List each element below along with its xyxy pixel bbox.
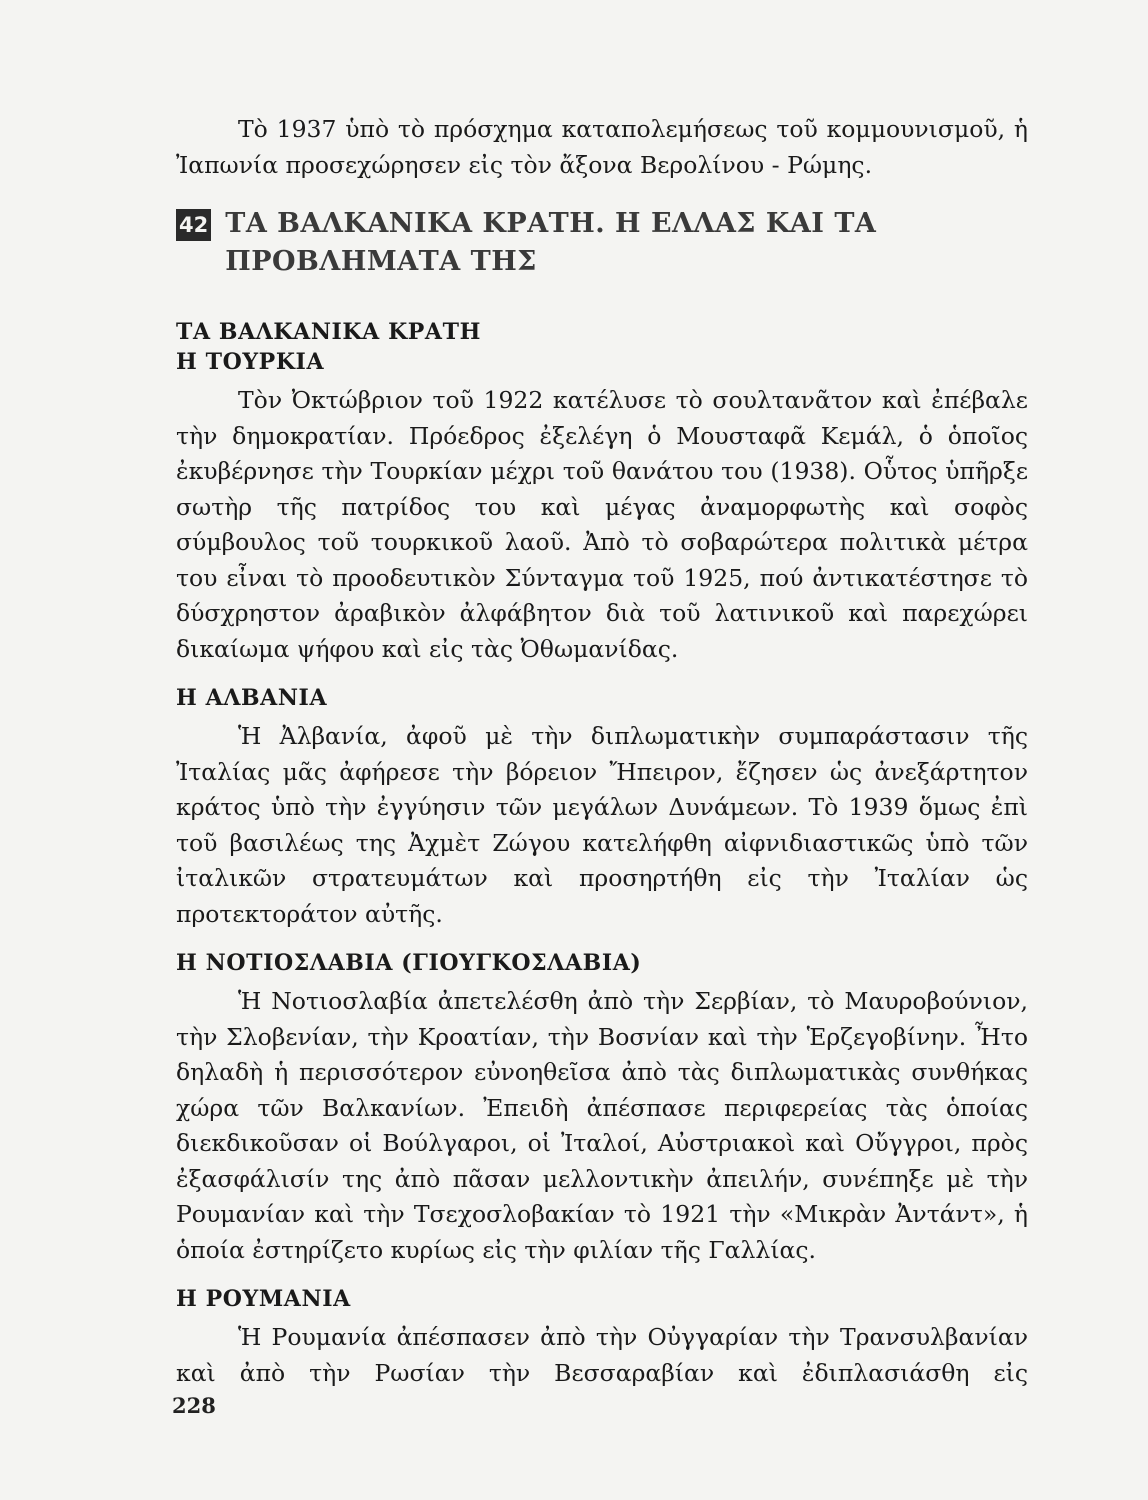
paragraph-turkey: Τὸν Ὀκτώβριον τοῦ 1922 κατέλυσε τὸ σουλτανᾶτον καὶ ἐπέβαλε τὴν δημοκρατίαν. Πρόεδρος ἐξελέγη ὁ Μουσταφᾶ Κεμάλ, ὁ ὁποῖος ἐκυβέρνησε τὴν Τουρκίαν μέχρι τοῦ θανάτου του (1938). Οὗτος ὑπῆρξε σωτὴρ τῆς πατρίδος του καὶ μέγας ἀναμορφωτὴς καὶ σοφὸς σύμβουλος τοῦ τουρκικοῦ λαοῦ. Ἀπὸ τὸ σοβαρώτερα πολιτικὰ μέτρα του εἶναι τὸ προοδευτικὸν Σύνταγμα τοῦ 1925, πού ἀντικατέστησε τὸ δύσχρηστον ἀραβικὸν ἀλφάβητον διὰ τοῦ λατινικοῦ καὶ παρεχώρει δικαίωμα ψήφου καὶ εἰς τὰς Ὀθωμανίδας. (176, 386, 1028, 663)
chapter-heading (176, 205, 1028, 281)
section-turkey (176, 317, 1028, 667)
section-heading-romania: Η ΡΟΥΜΑΝΙΑ (176, 1286, 351, 1312)
section-heading-yugoslavia: Η ΝΟΤΙΟΣΛΑΒΙΑ (ΓΙΟΥΓΚΟΣΛΑΒΙΑ) (176, 950, 642, 976)
section-albania (176, 683, 1028, 932)
section-yugoslavia (176, 948, 1028, 1268)
chapter-title: ΤΑ ΒΑΛΚΑΝΙΚΑ ΚΡΑΤΗ. Η ΕΛΛΑΣ ΚΑΙ ΤΑ ΠΡΟΒΛΗΜΑΤΑ ΤΗΣ (225, 208, 877, 277)
section-subheading-turkey: Η ΤΟΥΡΚΙΑ (176, 349, 325, 375)
section-romania (176, 1284, 1028, 1391)
chapter-number-badge: 42 (176, 209, 211, 241)
paragraph-romania: Ἡ Ρουμανία ἀπέσπασεν ἀπὸ τὴν Οὐγγαρίαν τὴν Τρανσυλβανίαν καὶ ἀπὸ τὴν Ρωσίαν τὴν Βεσσαραβίαν καὶ ἐδιπλασιάσθη εἰς (176, 1323, 1028, 1387)
page-number: 228 (172, 1393, 216, 1418)
section-heading-albania: Η ΑΛΒΑΝΙΑ (176, 685, 328, 711)
text-column (176, 112, 1028, 1391)
paragraph-albania: Ἡ Ἀλβανία, ἀφοῦ μὲ τὴν διπλωματικὴν συμπαράστασιν τῆς Ἰταλίας μᾶς ἀφήρεσε τὴν βόρειον Ἤπειρον, ἔζησεν ὡς ἀνεξάρτητον κράτος ὑπὸ τὴν ἐγγύησιν τῶν μεγάλων Δυνάμεων. Τὸ 1939 ὅμως ἐπὶ τοῦ βασιλέως της Ἀχμὲτ Ζώγου κατελήφθη αἰφνιδιαστικῶς ὑπὸ τῶν ἰταλικῶν στρατευμάτων καὶ προσηρτήθη εἰς τὴν Ἰταλίαν ὡς προτεκτοράτον αὐτῆς. (176, 722, 1028, 928)
section-heading-balkan-states: ΤΑ ΒΑΛΚΑΝΙΚΑ ΚΡΑΤΗ (176, 319, 481, 345)
paragraph-yugoslavia: Ἡ Νοτιοσλαβία ἀπετελέσθη ἀπὸ τὴν Σερβίαν, τὸ Μαυροβούνιον, τὴν Σλοβενίαν, τὴν Κροατίαν, τὴν Βοσνίαν καὶ τὴν Ἑρζεγοβίνην. Ἦτο δηλαδὴ ἡ περισσότερον εὐνοηθεῖσα ἀπὸ τὰς διπλωματικὰς συνθήκας χώρα τῶν Βαλκανίων. Ἐπειδὴ ἀπέσπασε περιφερείας τὰς ὁποίας διεκδικοῦσαν οἱ Βούλγαροι, οἱ Ἰταλοί, Αὐστριακοὶ καὶ Οὔγγροι, πρὸς ἐξασφάλισίν της ἀπὸ πᾶσαν μελλοντικὴν ἀπειλήν, συνέπηξε μὲ τὴν Ρουμανίαν καὶ τὴν Τσεχοσλοβακίαν τὸ 1921 τὴν «Μικρὰν Ἀντάντ», ἡ ὁποία ἐστηρίζετο κυρίως εἰς τὴν φιλίαν τῆς Γαλλίας. (176, 987, 1028, 1264)
intro-paragraph: Τὸ 1937 ὑπὸ τὸ πρόσχημα καταπολεμήσεως τοῦ κομμουνισμοῦ, ἡ Ἰαπωνία προσεχώρησεν εἰς τὸν ἄξονα Βερολίνου - Ρώμης. (176, 115, 1028, 179)
